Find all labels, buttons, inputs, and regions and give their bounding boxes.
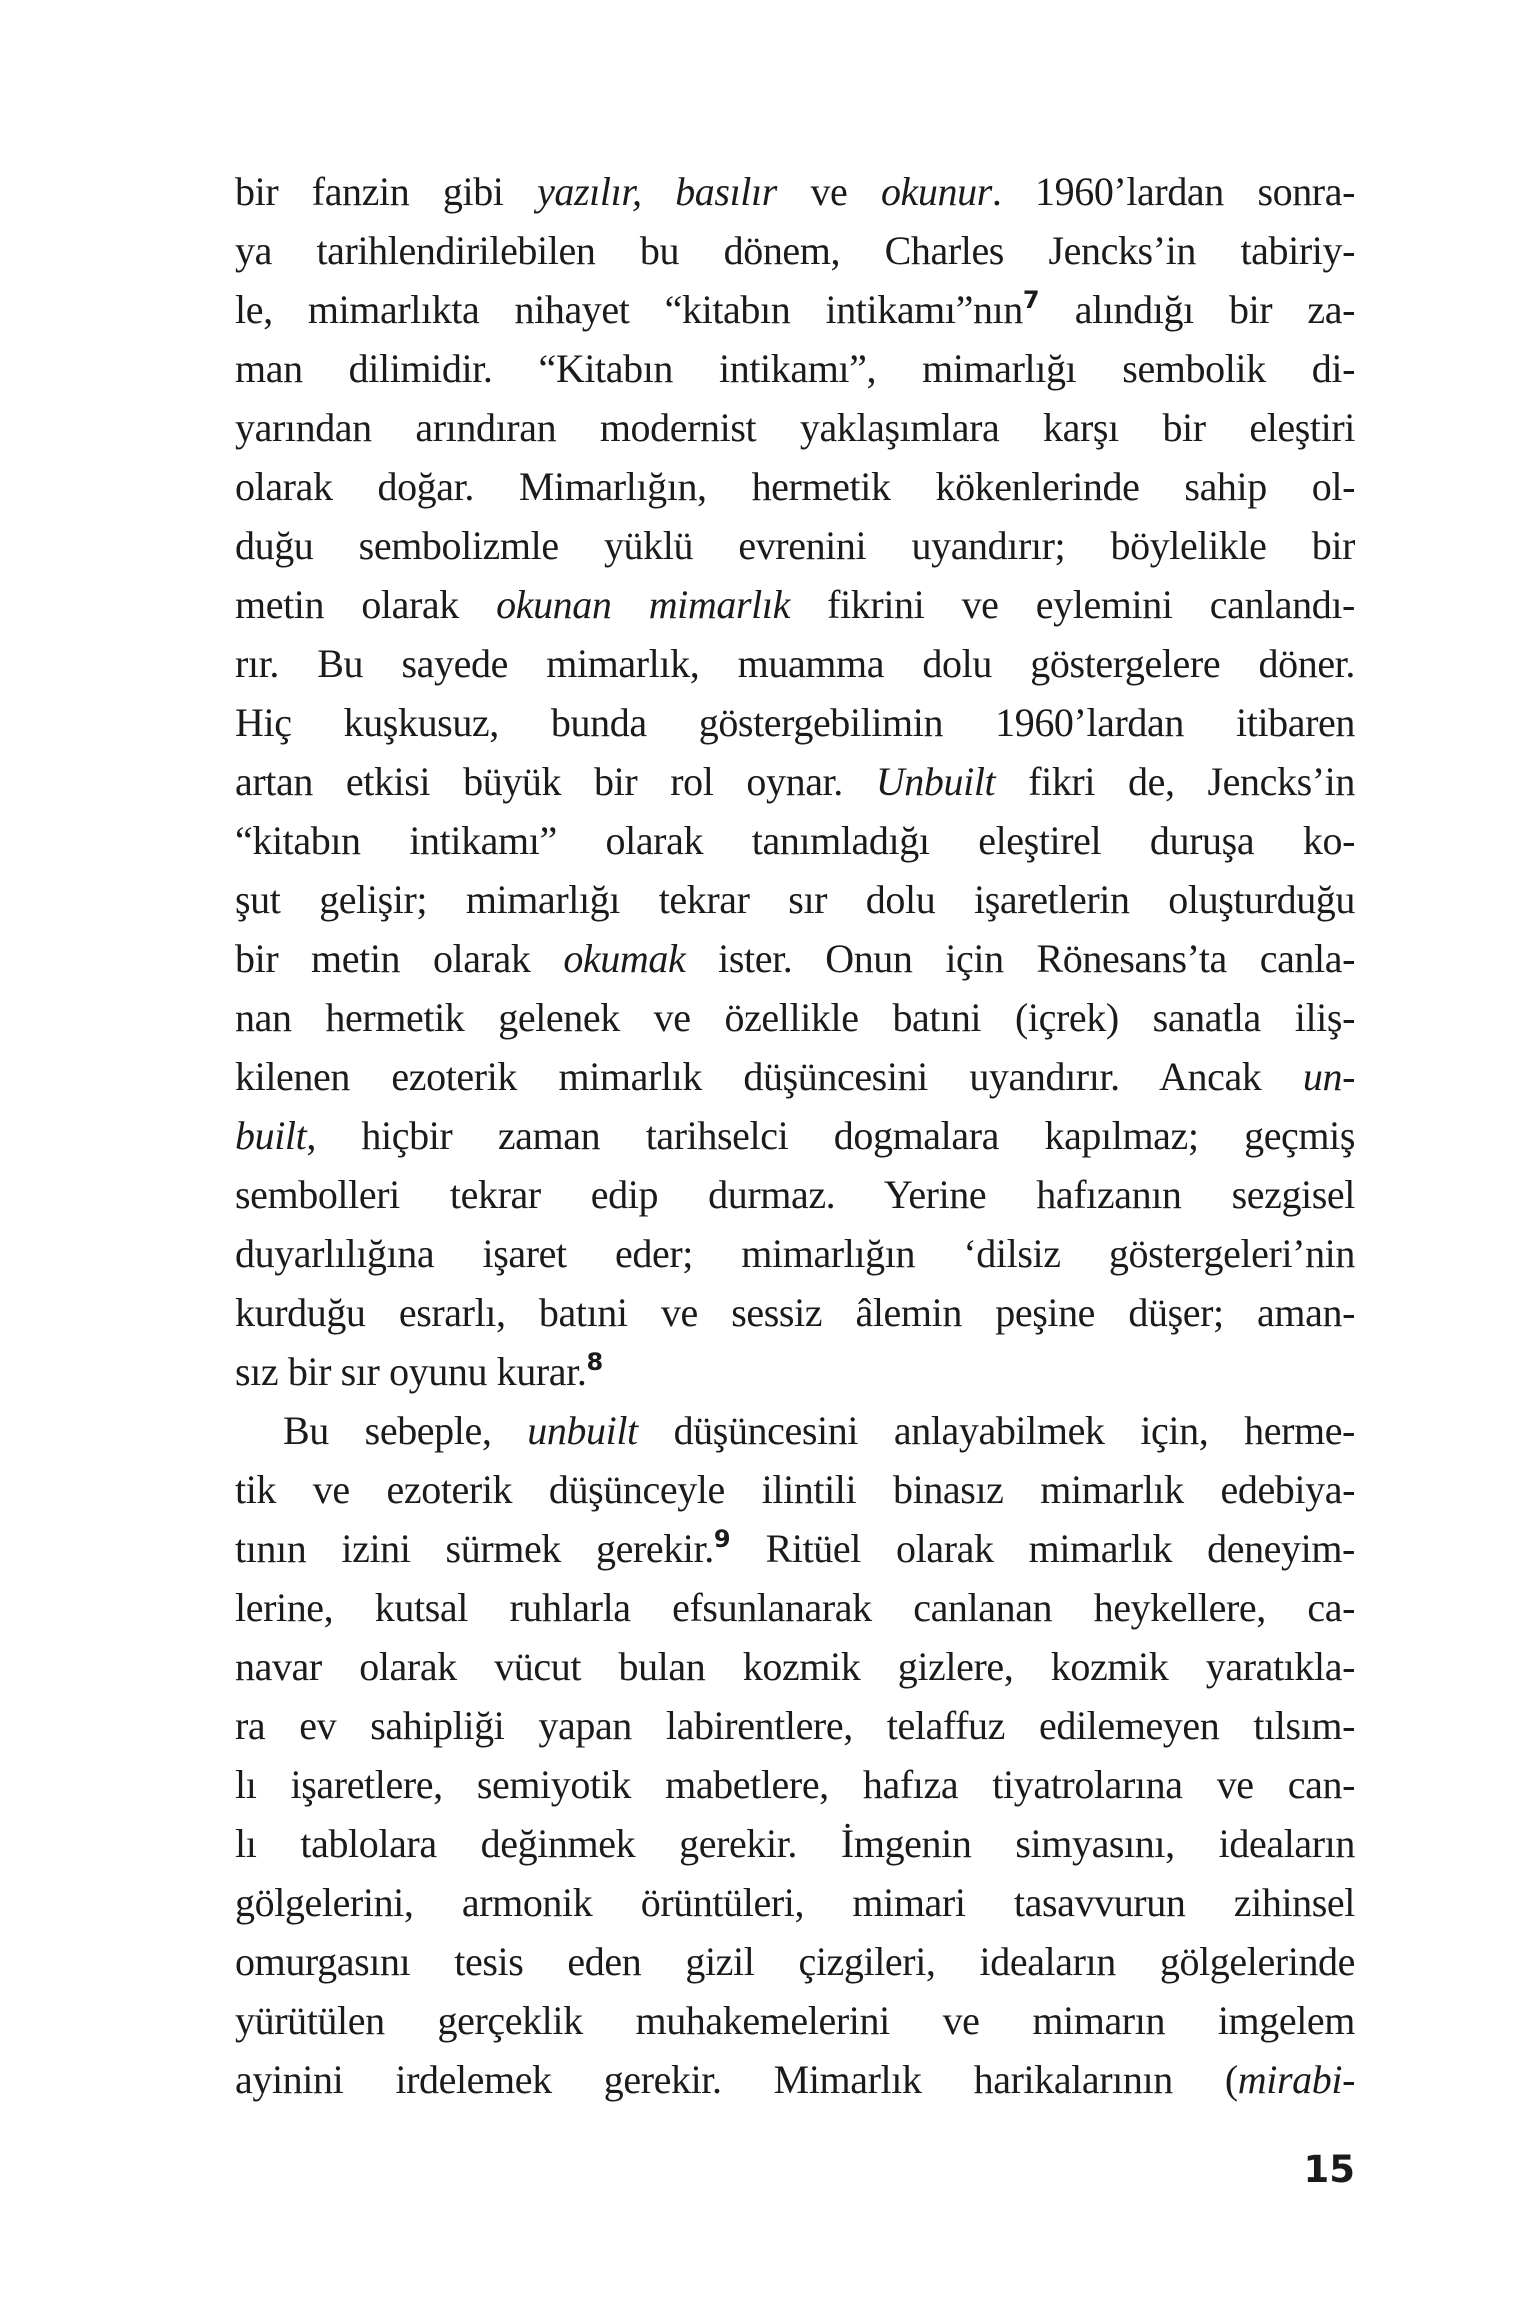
text-line: le, mimarlıkta nihayet “kitabın intikamı”nın$^7$ alındığı bir za- <box>235 286 1355 332</box>
text-line: built, hiçbir zaman tarihselci dogmalara kapılmaz; geçmiş <box>235 1113 1355 1158</box>
text-line: yürütülen gerçeklik muhakemelerini ve mimarın imgelem <box>235 1998 1355 2043</box>
text-line: duğu sembolizmle yüklü evrenini uyandırır; böylelikle bir <box>235 523 1355 568</box>
text-line: ya tarihlendirilebilen bu dönem, Charles Jencks’in tabiriy- <box>235 228 1355 273</box>
text-line: yarından arındıran modernist yaklaşımlara karşı bir eleştiri <box>235 405 1355 450</box>
text-line: navar olarak vücut bulan kozmik gizlere, kozmik yaratıkla- <box>235 1644 1355 1689</box>
text-line: bir metin olarak okumak ister. Onun için Rönesans’ta canla- <box>235 936 1355 981</box>
text-line: lı tablolara değinmek gerekir. İmgenin simyasını, ideaların <box>235 1821 1355 1866</box>
page-number: 15 <box>1303 2148 1355 2191</box>
text-line: duyarlılığına işaret eder; mimarlığın ‘dilsiz göstergeleri’nin <box>235 1231 1355 1276</box>
text-line: kilenen ezoterik mimarlık düşüncesini uyandırır. Ancak un- <box>235 1054 1355 1099</box>
text-line: Hiç kuşkusuz, bunda göstergebilimin 1960’lardan itibaren <box>235 700 1355 745</box>
footnote-marker: 8 <box>586 1348 604 1376</box>
text-line: ayinini irdelemek gerekir. Mimarlık harikalarının (mirabi- <box>235 2057 1355 2102</box>
text-line: artan etkisi büyük bir rol oynar. Unbuilt fikri de, Jencks’in <box>235 759 1355 804</box>
text-line: “kitabın intikamı” olarak tanımladığı eleştirel duruşa ko- <box>235 818 1355 863</box>
text-line: şut gelişir; mimarlığı tekrar sır dolu işaretlerin oluşturduğu <box>235 877 1355 922</box>
text-block <box>235 162 1355 2109</box>
text-line: lı işaretlere, semiyotik mabetlere, hafıza tiyatrolarına ve can- <box>235 1762 1355 1807</box>
text-line: kurduğu esrarlı, batıni ve sessiz âlemin peşine düşer; aman- <box>235 1290 1355 1335</box>
footnote-marker: 7 <box>1022 286 1040 314</box>
text-line: metin olarak okunan mimarlık fikrini ve eylemini canlandı- <box>235 582 1355 627</box>
text-line: Bu sebeple, unbuilt düşüncesini anlayabilmek için, herme- <box>283 1408 1355 1453</box>
text-line: tik ve ezoterik düşünceyle ilintili binasız mimarlık edebiya- <box>235 1467 1355 1512</box>
text-line: tının izini sürmek gerekir.$^9$ Ritüel olarak mimarlık deneyim- <box>235 1525 1355 1571</box>
text-line: ra ev sahipliği yapan labirentlere, telaffuz edilemeyen tılsım- <box>235 1703 1355 1748</box>
text-line: man dilimidir. “Kitabın intikamı”, mimarlığı sembolik di- <box>235 346 1355 391</box>
text-line: lerine, kutsal ruhlarla efsunlanarak canlanan heykellere, ca- <box>235 1585 1355 1630</box>
text-line: sız bir sır oyunu kurar.$^8$ <box>235 1348 604 1394</box>
text-line: bir fanzin gibi yazılır, basılır ve okunur. 1960’lardan sonra- <box>235 169 1355 214</box>
footnote-marker: 9 <box>713 1525 731 1553</box>
text-line: nan hermetik gelenek ve özellikle batıni (içrek) sanatla iliş- <box>235 995 1355 1040</box>
text-line: gölgelerini, armonik örüntüleri, mimari tasavvurun zihinsel <box>235 1880 1355 1925</box>
text-line: rır. Bu sayede mimarlık, muamma dolu göstergelere döner. <box>235 641 1355 686</box>
text-line: sembolleri tekrar edip durmaz. Yerine hafızanın sezgisel <box>235 1172 1355 1217</box>
text-line: olarak doğar. Mimarlığın, hermetik kökenlerinde sahip ol- <box>235 464 1355 509</box>
text-line: omurgasını tesis eden gizil çizgileri, ideaların gölgelerinde <box>235 1939 1355 1984</box>
